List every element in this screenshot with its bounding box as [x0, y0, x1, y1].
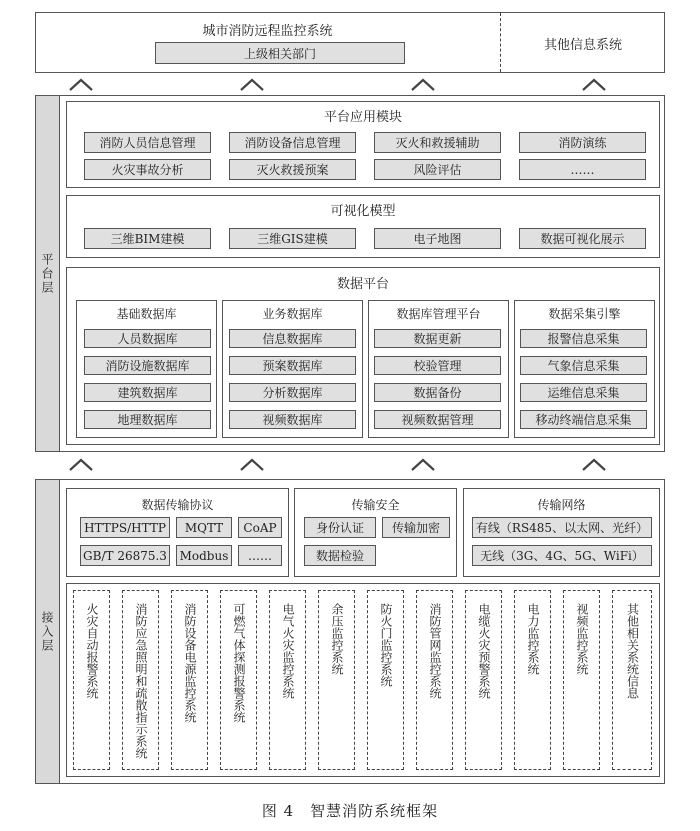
- app-item: 火灾事故分析: [84, 159, 211, 180]
- up-arrow-icon: [409, 456, 437, 472]
- up-arrow-icon: [580, 76, 608, 92]
- subsystem: 消防设备电源监控系统: [171, 590, 208, 770]
- visual-item: 三维GIS建模: [229, 228, 356, 249]
- db-item: 地理数据库: [84, 410, 211, 429]
- subsystem: 余压监控系统: [318, 590, 355, 770]
- db-item: 气象信息采集: [520, 356, 647, 375]
- city-fire-monitor-title: 城市消防远程监控系统: [202, 24, 333, 39]
- db-column-title: 数据库管理平台: [396, 307, 481, 321]
- up-arrow-icon: [238, 76, 266, 92]
- subsystem: 消防应急照明和疏散指示系统: [122, 590, 159, 770]
- subsystem: 可燃气体探测报警系统: [220, 590, 257, 770]
- db-item: 报警信息采集: [520, 329, 647, 348]
- platform-layer-label: 平台层: [36, 96, 60, 451]
- app-item: 灭火救援预案: [229, 159, 356, 180]
- transfer-protocol-title: 数据传输协议: [141, 498, 214, 512]
- security-item: 数据检验: [304, 545, 376, 566]
- up-arrow-icon: [238, 456, 266, 472]
- app-item: 灭火和救援辅助: [374, 132, 501, 153]
- transfer-network-title: 传输网络: [537, 498, 586, 512]
- app-item: 风险评估: [374, 159, 501, 180]
- data-platform-title: 数据平台: [336, 277, 389, 292]
- app-item: 消防演练: [519, 132, 646, 153]
- db-column-title: 业务数据库: [262, 307, 323, 321]
- db-column-title: 基础数据库: [116, 307, 177, 321]
- up-arrow-icon: [67, 76, 95, 92]
- transfer-security-title: 传输安全: [351, 498, 400, 512]
- protocol-item: ……: [238, 545, 282, 566]
- subsystem: 其他相关系统信息: [612, 590, 652, 770]
- protocol-item: GB/T 26875.3: [80, 545, 170, 566]
- subsystem: 电气火灾监控系统: [269, 590, 306, 770]
- db-column-title: 数据采集引擎: [548, 307, 621, 321]
- protocol-item: MQTT: [176, 517, 232, 538]
- db-item: 视频数据库: [229, 410, 356, 429]
- db-item: 建筑数据库: [84, 383, 211, 402]
- db-item: 人员数据库: [84, 329, 211, 348]
- up-arrow-icon: [580, 456, 608, 472]
- visual-item: 数据可视化展示: [519, 228, 646, 249]
- db-item: 消防设施数据库: [84, 356, 211, 375]
- db-item: 视频数据管理: [374, 410, 501, 429]
- protocol-item: HTTPS/HTTP: [80, 517, 170, 538]
- network-item: 有线（RS485、以太网、光纤）: [472, 517, 652, 538]
- db-item: 校验管理: [374, 356, 501, 375]
- db-item: 运维信息采集: [520, 383, 647, 402]
- subsystem: 电力监控系统: [514, 590, 551, 770]
- superior-department-box: 上级相关部门: [155, 42, 405, 64]
- platform-app-module-title: 平台应用模块: [323, 110, 402, 125]
- security-item: 传输加密: [382, 517, 450, 538]
- security-item: 身份认证: [304, 517, 376, 538]
- visual-item: 电子地图: [374, 228, 501, 249]
- protocol-item: CoAP: [238, 517, 282, 538]
- access-layer-label: 接入层: [36, 480, 60, 783]
- up-arrow-icon: [409, 76, 437, 92]
- subsystem: 火灾自动报警系统: [73, 590, 110, 770]
- subsystem: 防火门监控系统: [367, 590, 404, 770]
- visual-item: 三维BIM建模: [84, 228, 211, 249]
- app-item: 消防人员信息管理: [84, 132, 211, 153]
- db-item: 信息数据库: [229, 329, 356, 348]
- db-item: 分析数据库: [229, 383, 356, 402]
- subsystem: 视频监控系统: [563, 590, 600, 770]
- db-item: 数据备份: [374, 383, 501, 402]
- app-item: 消防设备信息管理: [229, 132, 356, 153]
- protocol-item: Modbus: [176, 545, 232, 566]
- app-item: ……: [519, 159, 646, 180]
- network-item: 无线（3G、4G、5G、WiFi）: [472, 545, 652, 566]
- subsystem: 消防管网监控系统: [416, 590, 453, 770]
- figure-caption: 图 4 智慧消防系统框架: [261, 802, 439, 820]
- db-item: 数据更新: [374, 329, 501, 348]
- up-arrow-icon: [67, 456, 95, 472]
- visual-model-title: 可视化模型: [330, 204, 396, 219]
- db-item: 移动终端信息采集: [520, 410, 647, 429]
- subsystem: 电缆火灾预警系统: [465, 590, 502, 770]
- db-item: 预案数据库: [229, 356, 356, 375]
- other-info-system: 其他信息系统: [543, 38, 622, 53]
